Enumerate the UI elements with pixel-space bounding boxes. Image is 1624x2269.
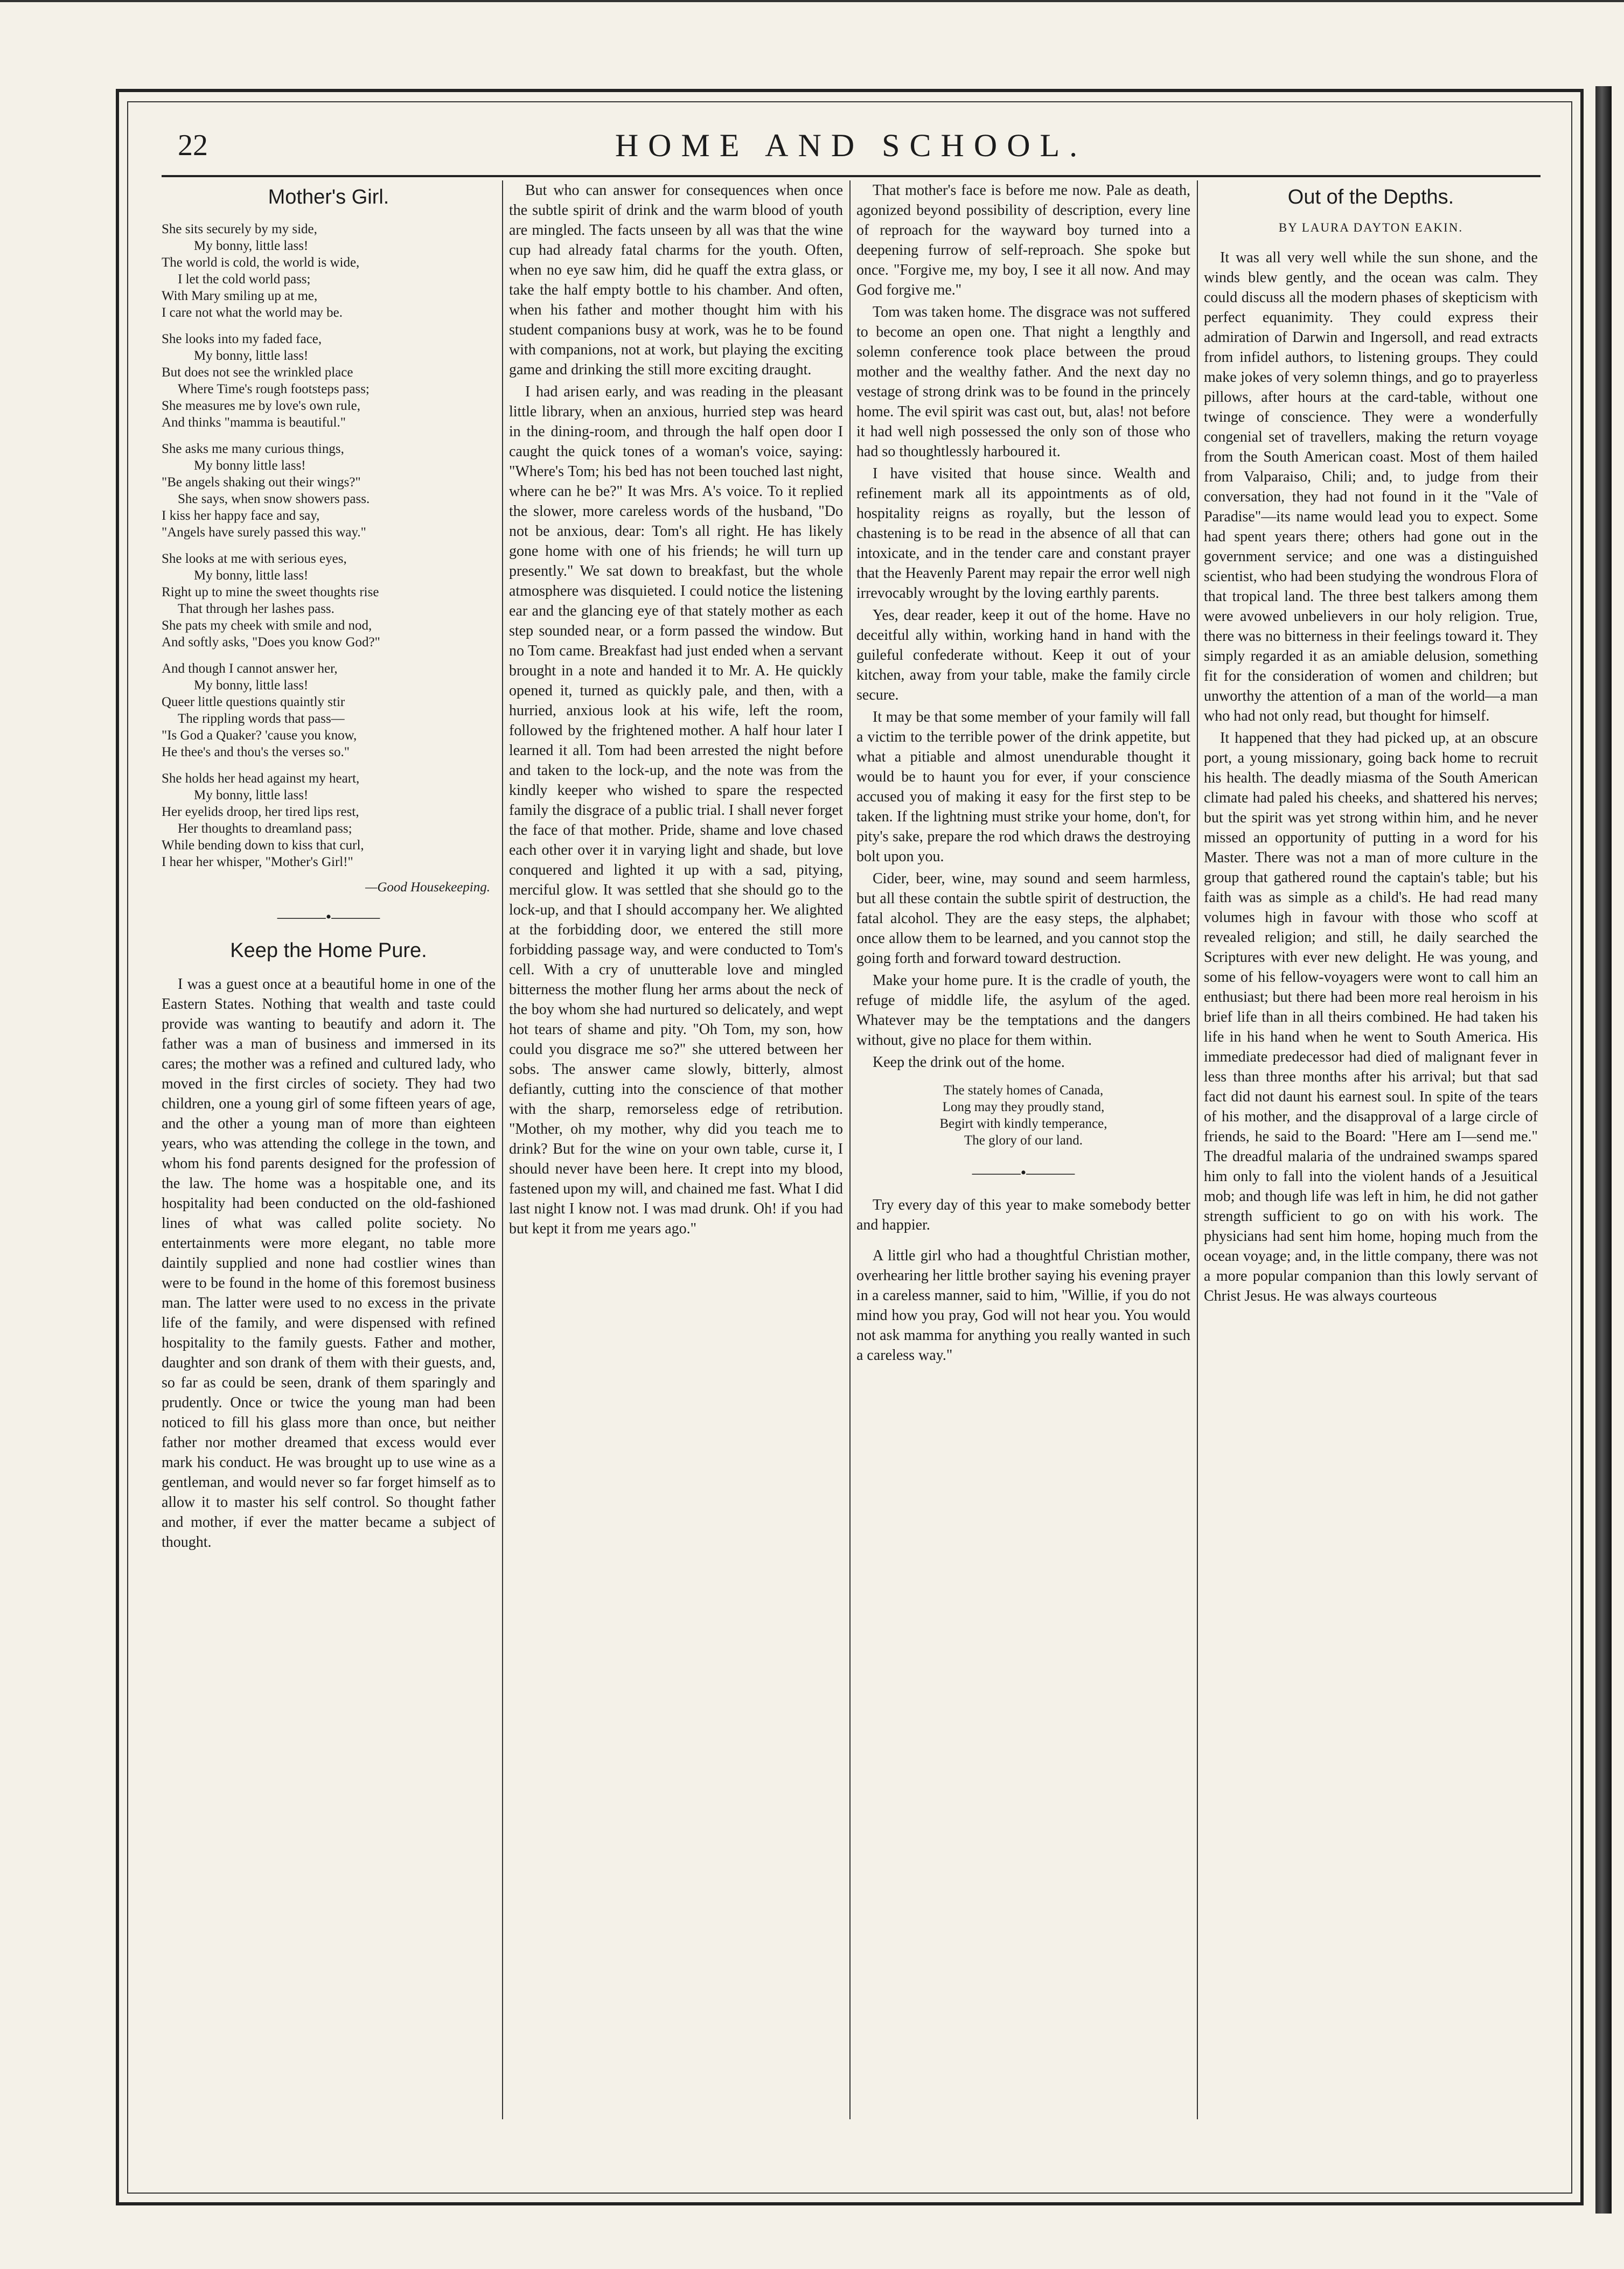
verse-line: Begirt with kindly temperance,: [939, 1116, 1107, 1131]
page-number: 22: [178, 129, 208, 162]
verse-stately-homes: [856, 1082, 1190, 1149]
poem-stanza: [162, 550, 496, 651]
paragraph: That mother's face is before me now. Pale as death, agonized beyond possibility of description, every line of reproach for the wayward boy turned into a deepening furrow of self-reproach. She spoke but once. "Forgive me, my boy, I see it all now. And may God forgive me.": [856, 182, 1190, 298]
poem-line: He thee's and thou's the verses so.": [162, 745, 350, 759]
article-continuation: [509, 180, 843, 1239]
binding-edge: [1595, 86, 1612, 2214]
poem-line: She holds her head against my heart,: [162, 771, 360, 786]
poem-line: My bonny, little lass!: [194, 678, 309, 693]
column-divider: [849, 180, 851, 2119]
poem-line: My bonny, little lass!: [194, 348, 309, 363]
scan-top-edge: [0, 0, 1624, 13]
poem-stanza: [162, 770, 496, 870]
paragraph: A little girl who had a thoughtful Christian mother, overhearing her little brother saying his evening prayer in a careless manner, said to him, "Willie, if you do not mind how you pray, God will not hear you. You would not ask mamma for anything you really wanted in such a careless way.": [856, 1247, 1190, 1364]
poem-line: She looks at me with serious eyes,: [162, 551, 347, 566]
poem-line: She sits securely by my side,: [162, 222, 317, 236]
poem-line: My bonny, little lass!: [194, 788, 309, 802]
poem-line: "Be angels shaking out their wings?": [162, 475, 361, 490]
poem-line: I care not what the world may be.: [162, 305, 343, 320]
poem-stanza: [162, 441, 496, 541]
paragraph: I had arisen early, and was reading in the pleasant little library, when an anxious, hurried step was heard in the dining-room, and through the half open door I caught the quick tones of a woman's voice, saying: "Where's Tom; his bed has not been touched last night, where can he be?" It was Mrs. A's voice. To it replied the slower, more careless words of the husband, "Do not be anxious, dear: Tom's all right. He has likely gone home with one of his friends; he will turn up presently." We sat down to breakfast, but the whole atmosphere was disquieted. I could notice the listening ear and the glancing eye of that stately mother as each step sounded near, or a form passed the window. But no Tom came. Breakfast had just ended when a servant brought in a note and handed it to Mr. A. He quickly opened it, turned as quickly pale, and then, with a hurried, anxious look at his wife, left the room, followed by the frightened mother. A half hour later I learned it all. Tom had been arrested the night before and taken to the lock-up, and the note was from the kindly keeper who wished to spare the respected family the disgrace of a public trial. I shall never forget the face of that mother. Pride, shame and love chased each other over it in varying light and shade, but love conquered and lighted it up with a sad, pitying, merciful glow. It was settled that she should go to the lock-up, and that I should accompany her. We alighted at the forbidding door, we entered the still more forbidding passage way, and were conducted to Tom's cell. With a cry of unutterable love and mingled bitterness the mother flung her arms about the neck of the boy whom she had nurtured so delicately, and wept hot tears of shame and pity. "Oh Tom, my son, how could you disgrace me so?" she uttered between her sobs. The answer came slowly, bitterly, almost defiantly, cutting into the conscience of that mother with the sharp, remorseless edge of retribution. "Mother, oh my mother, why did you teach me to drink? But for the wine on your own table, curse it, I should never have been here. It crept into my blood, fastened upon my will, and chained me fast. What I did last night I know not. I was mad drunk. Oh! if you had but kept it from me years ago.": [509, 383, 843, 1237]
article-title-keep-home-pure: Keep the Home Pure.: [230, 939, 427, 962]
poem-line: She looks into my faded face,: [162, 332, 322, 346]
column-3: [856, 180, 1190, 2130]
paragraph: It was all very well while the sun shone, and the winds blew gently, and the ocean was calm. They could discuss all the modern phases of skepticism with perfect equanimity. They could express their admiration of Darwin and Ingersoll, and read extracts from infidel authors, to listening groups. They could make jokes of very solemn things, and go to prayerless pillows, after hours at the card-table, without one twinge of conscience. They were a wonderfully congenial set of travellers, making the return voyage from the South American coast. Most of them hailed from Valparaiso, Chili; and, to judge from their conversation, they had not found in it the "Vale of Paradise"—its name would lead you to expect. Some had spent years there; others had gone out in the government service; and one was a distinguished scientist, who had been studying the wondrous Flora of that tropical land. The three best talkers among them were avowed unbelievers in our holy religion. True, there was no bitterness in their feelings toward it. They simply regarded it as an amiable delusion, something fit for the consideration of women and children; but unworthy the attention of a man of the world—a man who had not only read, but thought for himself.: [1204, 249, 1538, 724]
paragraph: Tom was taken home. The disgrace was not suffered to become an open one. That night a lengthly and solemn conference took place between the proud mother and the wealthy father. And the next day no vestage of strong drink was to be found in the princely home. The evil spirit was cast out, but, alas! not before it had well nigh possessed the only son of those who had so thoughtlessly harboured it.: [856, 304, 1190, 460]
column-2: [509, 180, 843, 2130]
verse-line: The stately homes of Canada,: [943, 1083, 1104, 1098]
poem-line: My bonny, little lass!: [194, 239, 309, 253]
article-continuation: [856, 180, 1190, 1072]
poem-line: "Angels have surely passed this way.": [162, 525, 366, 540]
paragraph: Yes, dear reader, keep it out of the home. Have no deceitful ally within, working hand in hand with the guileful confederate without. Keep it out of your kitchen, away from your table, make the family circle secure.: [856, 607, 1190, 703]
byline: BY LAURA DAYTON EAKIN.: [1278, 221, 1463, 234]
short-items: [856, 1195, 1190, 1365]
paragraph: Try every day of this year to make somebody better and happier.: [856, 1197, 1190, 1233]
poem-line: While bending down to kiss that curl,: [162, 838, 364, 853]
poem-line: The world is cold, the world is wide,: [162, 255, 360, 270]
paragraph: It may be that some member of your family will fall a victim to the terrible power of the drink appetite, but what a pitiable and almost unendurable thought it would be to haunt you for ever, if your conscience accused you of making it easy for the first step to be taken. If the lightning must strike your home, don't, for pity's sake, prepare the rod which draws the destroying bolt upon you.: [856, 709, 1190, 865]
poem-attribution: —Good Housekeeping.: [365, 880, 490, 895]
poem-line: My bonny little lass!: [194, 458, 306, 473]
poem-line: She says, when snow showers pass.: [178, 492, 370, 506]
verse-line: The glory of our land.: [964, 1133, 1083, 1148]
article-out-of-depths: [1204, 248, 1538, 1306]
header-rule: [162, 175, 1541, 177]
poem-line: And though I cannot answer her,: [162, 661, 338, 676]
paragraph: Cider, beer, wine, may sound and seem harmless, but all these contain the subtle spirit of destruction, the fatal alcohol. They are the easy steps, the alphabet; once allow them to be learned, and you cannot stop the going forth and forward toward destruction.: [856, 870, 1190, 967]
poem-line: The rippling words that pass—: [178, 711, 345, 726]
poem-line: And softly asks, "Does you know God?": [162, 635, 380, 650]
verse-line: Long may they proudly stand,: [942, 1100, 1105, 1114]
poem-line: My bonny, little lass!: [194, 568, 309, 583]
poem-line: But does not see the wrinkled place: [162, 365, 353, 380]
page-header: [162, 124, 1541, 172]
poem-mothers-girl: [162, 221, 496, 870]
poem-line: With Mary smiling up at me,: [162, 289, 318, 303]
column-divider: [502, 180, 503, 2119]
poem-line: Queer little questions quaintly stir: [162, 695, 345, 709]
poem-line: She asks me many curious things,: [162, 442, 344, 456]
poem-line: Right up to mine the sweet thoughts rise: [162, 585, 379, 599]
poem-stanza: [162, 221, 496, 321]
poem-line: I let the cold world pass;: [178, 272, 311, 287]
article-title-out-of-depths: Out of the Depths.: [1287, 186, 1454, 208]
poem-line: She pats my cheek with smile and nod,: [162, 618, 372, 633]
poem-line: I hear her whisper, "Mother's Girl!": [162, 855, 353, 869]
article-keep-home-pure: [162, 974, 496, 1552]
poem-stanza: [162, 660, 496, 760]
poem-title: Mother's Girl.: [268, 186, 389, 208]
poem-line: "Is God a Quaker? 'cause you know,: [162, 728, 357, 743]
poem-stanza: [162, 331, 496, 431]
paragraph: I have visited that house since. Wealth and refinement mark all its appointments as of old, hospitality reigns as royally, but the lesson of chastening is to be read in the absence of all that can intoxicate, and in the tender care and constant prayer that the Heavenly Parent may repair the error well nigh irrevocably wrought by the loving earthly parents.: [856, 465, 1190, 602]
ornament-divider: ———•———: [972, 1164, 1075, 1182]
page-columns: [162, 180, 1541, 2130]
poem-line: Where Time's rough footsteps pass;: [178, 382, 370, 396]
poem-line: I kiss her happy face and say,: [162, 508, 320, 523]
paragraph: It happened that they had picked up, at an obscure port, a young missionary, going back home to recruit his health. The deadly miasma of the South American climate had paled his cheeks, and shattered his nerves; but the spirit was yet strong within him, and he never missed an opportunity of putting in a word for his Master. There was not a man of more culture in the group that gathered round the captain's table; but his faith was as simple as a child's. He had read many volumes high in favour with those who scoff at revealed religion; and still, he daily searched the Scriptures with ever new delight. He was young, and some of his fellow-voyagers were wont to call him an enthusiast; but there had been more real heroism in his brief life than in all theirs combined. He had taken his life in his hand when he went to South America. His immediate predecessor had died of malignant fever in less than three months after his arrival; but that sad fact did not daunt his earnest soul. In spite of the tears of his mother, and the disapproval of a large circle of friends, he said to the Board: "Here am I—send me." The dreadful malaria of the undrained swamps spared him only to fall into the violent hands of a Jesuitical mob; and though life was left in him, he did not gather strength sufficient to go on with his work. The physicians had sent him home, hoping much from the ocean voyage; and, in the little company, there was not a more popular companion than this lowly servant of Christ Jesus. He was always courteous: [1204, 730, 1538, 1304]
paragraph: But who can answer for consequences when once the subtle spirit of drink and the warm blood of youth are mingled. The facts unseen by all was that the wine cup had already fatal charms for the youth. Often, when no eye saw him, did he quaff the extra glass, or take the half empty bottle to his chamber. And often, when his father and mother thought him with his student companions busy at work, was he to be found with companions, not at work, but playing the exciting game and drinking the still more exciting draught.: [509, 182, 843, 378]
ornament-divider: ———•———: [277, 908, 380, 926]
poem-line: And thinks "mamma is beautiful.": [162, 415, 346, 430]
paragraph: I was a guest once at a beautiful home in one of the Eastern States. Nothing that wealth and taste could provide was wanting to beautify and adorn it. The father was a man of business and immersed in its cares; the mother was a refined and cultured lady, who moved in the first circles of society. They had two children, one a young girl of some fifteen years of age, and the other a young man of more than eighteen years, who was attending the college in the town, and whom his fond parents designed for the profession of the law. The home was a hospitable one, and its hospitality had been conducted on the old-fashioned lines of what was called polite society. No entertainments were more elegant, no table more daintily supplied and none had costlier wines than were to be found in the home of this foremost business man. The latter were used to no excess in the private life of the family, and were dispensed with refined hospitality to the family guests. Father and mother, daughter and son drank of them with their guests, and, so far as could be seen, drank of them sparingly and prudently. Once or twice the young man had been noticed to fill his glass more than once, but neither father nor mother dreamed that excess would ever mark his conduct. He was brought up to use wine as a gentleman, and would never so far forget himself as to allow it to master his self control. So thought father and mother, if ever the matter became a subject of thought.: [162, 976, 496, 1551]
column-divider: [1197, 180, 1198, 2119]
column-4: [1204, 180, 1538, 2130]
poem-line: Her eyelids droop, her tired lips rest,: [162, 805, 359, 819]
column-1: [162, 180, 496, 2130]
poem-line: She measures me by love's own rule,: [162, 399, 361, 413]
poem-line: Her thoughts to dreamland pass;: [178, 821, 352, 836]
poem-line: That through her lashes pass.: [178, 602, 334, 616]
paragraph: Keep the drink out of the home.: [873, 1054, 1065, 1071]
journal-title: HOME AND SCHOOL.: [615, 128, 1088, 163]
paragraph: Make your home pure. It is the cradle of youth, the refuge of middle life, the asylum of the aged. Whatever may be the temptations and the dangers without, give no place for them within.: [856, 972, 1190, 1049]
